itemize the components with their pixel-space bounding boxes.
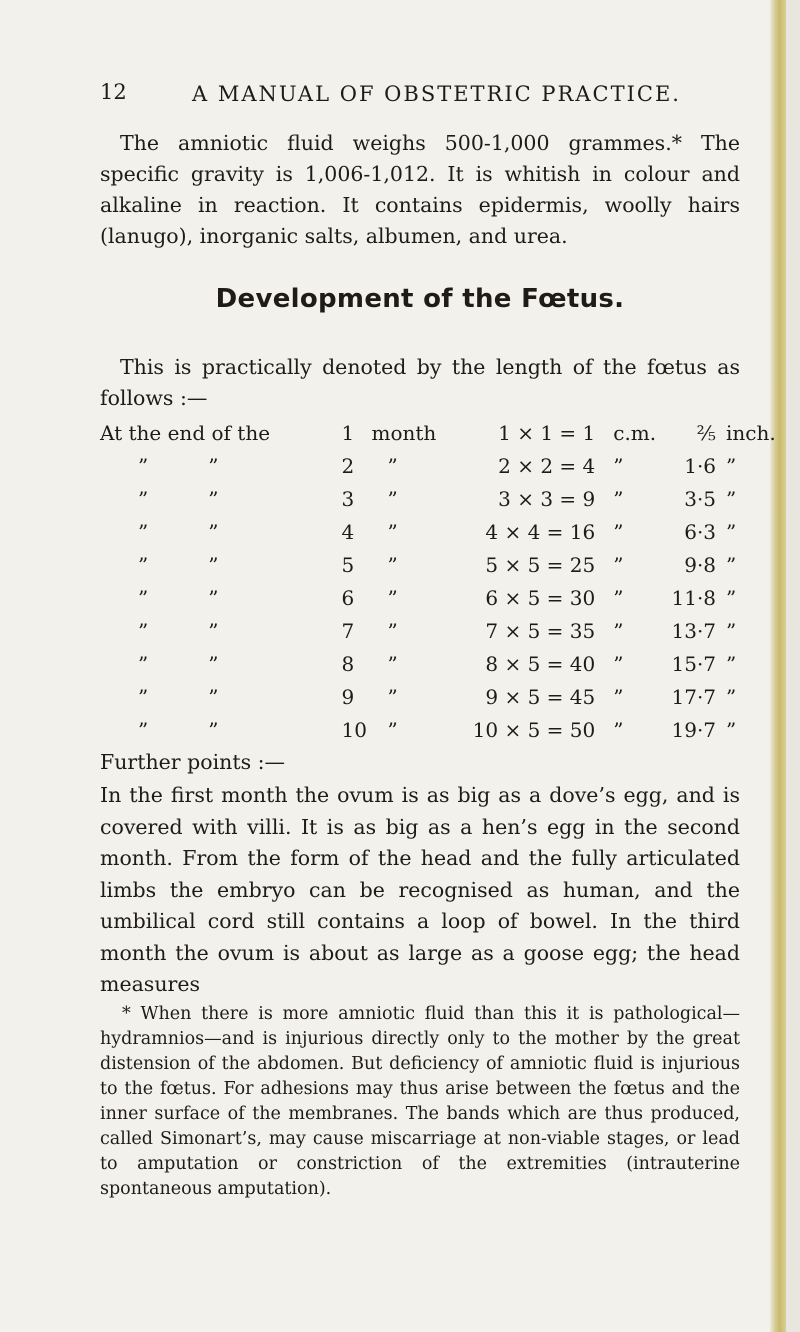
row-label-ditto bbox=[100, 647, 342, 680]
inch-value: 17·7 bbox=[671, 684, 717, 709]
length-formula: 3 × 3 = 9 bbox=[498, 486, 596, 511]
row-label-ditto bbox=[100, 680, 342, 713]
ditto-mark: ” bbox=[208, 651, 219, 676]
ditto-mark: ” bbox=[138, 453, 149, 478]
table-row bbox=[100, 515, 786, 548]
cm-unit: ” bbox=[613, 453, 624, 478]
inch-unit: inch. bbox=[726, 420, 776, 445]
month-number: 3 bbox=[341, 486, 355, 511]
month-unit: ” bbox=[387, 684, 398, 709]
month-unit: ” bbox=[387, 486, 398, 511]
month-unit: ” bbox=[387, 519, 398, 544]
month-unit: ” bbox=[387, 651, 398, 676]
row-label-ditto bbox=[100, 482, 342, 515]
table-row bbox=[100, 713, 786, 746]
length-formula: 1 × 1 = 1 bbox=[498, 420, 596, 445]
cm-unit: c.m. bbox=[613, 420, 657, 445]
table-row bbox=[100, 680, 786, 713]
table-row bbox=[100, 416, 786, 449]
table-row bbox=[100, 482, 786, 515]
month-unit: ” bbox=[387, 585, 398, 610]
page-number: 12 bbox=[100, 80, 127, 104]
month-number: 1 bbox=[341, 420, 355, 445]
row-label-ditto bbox=[100, 581, 342, 614]
month-unit: ” bbox=[387, 453, 398, 478]
month-number: 8 bbox=[341, 651, 355, 676]
length-formula: 2 × 2 = 4 bbox=[498, 453, 596, 478]
ditto-mark: ” bbox=[138, 486, 149, 511]
length-formula: 6 × 5 = 30 bbox=[485, 585, 596, 610]
ditto-mark: ” bbox=[138, 684, 149, 709]
inch-unit: ” bbox=[726, 519, 737, 544]
ditto-mark: ” bbox=[208, 519, 219, 544]
inch-value: 15·7 bbox=[671, 651, 717, 676]
month-number: 2 bbox=[341, 453, 355, 478]
inch-unit: ” bbox=[726, 585, 737, 610]
inch-value: 3·5 bbox=[684, 486, 717, 511]
row-label: At the end of the bbox=[100, 420, 271, 445]
month-number: 7 bbox=[341, 618, 355, 643]
ditto-mark: ” bbox=[138, 552, 149, 577]
row-label-ditto bbox=[100, 713, 342, 746]
month-number: 6 bbox=[341, 585, 355, 610]
inch-unit: ” bbox=[726, 453, 737, 478]
inch-value: 13·7 bbox=[671, 618, 717, 643]
inch-value: 6·3 bbox=[684, 519, 717, 544]
table-row bbox=[100, 548, 786, 581]
cm-unit: ” bbox=[613, 486, 624, 511]
month-unit: ” bbox=[387, 552, 398, 577]
cm-unit: ” bbox=[613, 552, 624, 577]
inch-value: 9·8 bbox=[684, 552, 717, 577]
inch-unit: ” bbox=[726, 651, 737, 676]
month-unit: ” bbox=[387, 717, 398, 742]
month-number: 9 bbox=[341, 684, 355, 709]
amniotic-fluid-paragraph: The amniotic fluid weighs 500-1,000 grammes.* The specific gravity is 1,006-1,012. It is whitish in colour and alkaline in reaction. It contains epidermis, woolly hairs (lanugo), inorganic salts, albumen, and urea. bbox=[100, 131, 740, 248]
development-paragraph: In the first month the ovum is as big as a dove’s egg, and is covered with villi. It is as big as a hen’s egg in the second month. From the form of the head and the fully articulated limbs the embryo can be recognised as human, and the umbilical cord still contains a loop of bowel. In the third month the ovum is about as large as a goose egg; the head measures bbox=[100, 783, 740, 996]
table-row bbox=[100, 449, 786, 482]
inch-unit: ” bbox=[726, 552, 737, 577]
running-title: A MANUAL OF OBSTETRIC PRACTICE. bbox=[192, 82, 681, 106]
row-label-ditto bbox=[100, 548, 342, 581]
inch-unit: ” bbox=[726, 618, 737, 643]
cm-unit: ” bbox=[613, 519, 624, 544]
month-unit: ” bbox=[387, 618, 398, 643]
cm-unit: ” bbox=[613, 717, 624, 742]
row-label-ditto bbox=[100, 515, 342, 548]
page-header bbox=[100, 80, 740, 114]
length-formula: 5 × 5 = 25 bbox=[485, 552, 596, 577]
length-formula: 9 × 5 = 45 bbox=[485, 684, 596, 709]
month-number: 4 bbox=[341, 519, 355, 544]
table-row bbox=[100, 647, 786, 680]
cm-unit: ” bbox=[613, 651, 624, 676]
table-row bbox=[100, 614, 786, 647]
ditto-mark: ” bbox=[208, 552, 219, 577]
ditto-mark: ” bbox=[138, 519, 149, 544]
ditto-mark: ” bbox=[208, 486, 219, 511]
ditto-mark: ” bbox=[208, 684, 219, 709]
month-unit: month bbox=[371, 420, 437, 445]
inch-unit: ” bbox=[726, 717, 737, 742]
length-formula: 4 × 4 = 16 bbox=[485, 519, 596, 544]
section-heading: Development of the Fœtus. bbox=[215, 284, 625, 314]
inch-value: 1·6 bbox=[684, 453, 717, 478]
month-number: 10 bbox=[341, 717, 367, 742]
month-number: 5 bbox=[341, 552, 355, 577]
footnote: * When there is more amniotic fluid than this it is pathological—hydramnios—and is injurious directly only to the mother by the great distension of the abdomen. But deficiency of amniotic fluid is injurious to the fœtus. For adhesions may thus arise between the fœtus and the inner surface of the membranes. The bands which are thus produced, called Simonart’s, may cause miscarriage at non-viable stages, or lead to amputation or constriction of the extremities (intrauterine spontaneous amputation). bbox=[100, 1004, 740, 1199]
inch-value: 11·8 bbox=[671, 585, 717, 610]
ditto-mark: ” bbox=[208, 453, 219, 478]
ditto-mark: ” bbox=[138, 717, 149, 742]
inch-value: ⅖ bbox=[696, 420, 717, 445]
length-formula: 7 × 5 = 35 bbox=[485, 618, 596, 643]
ditto-mark: ” bbox=[138, 585, 149, 610]
foetal-length-table bbox=[100, 416, 786, 746]
cm-unit: ” bbox=[613, 585, 624, 610]
inch-unit: ” bbox=[726, 486, 737, 511]
cm-unit: ” bbox=[613, 618, 624, 643]
inch-unit: ” bbox=[726, 684, 737, 709]
further-points-label: Further points :— bbox=[100, 750, 286, 774]
ditto-mark: ” bbox=[208, 618, 219, 643]
cm-unit: ” bbox=[613, 684, 624, 709]
ditto-mark: ” bbox=[138, 651, 149, 676]
ditto-mark: ” bbox=[208, 585, 219, 610]
ditto-mark: ” bbox=[208, 717, 219, 742]
intro-paragraph: This is practically denoted by the length of the fœtus as follows :— bbox=[100, 355, 740, 410]
ditto-mark: ” bbox=[138, 618, 149, 643]
length-formula: 8 × 5 = 40 bbox=[485, 651, 596, 676]
table-row bbox=[100, 581, 786, 614]
row-label-ditto bbox=[100, 449, 342, 482]
row-label-ditto bbox=[100, 614, 342, 647]
length-formula: 10 × 5 = 50 bbox=[472, 717, 596, 742]
inch-value: 19·7 bbox=[671, 717, 717, 742]
